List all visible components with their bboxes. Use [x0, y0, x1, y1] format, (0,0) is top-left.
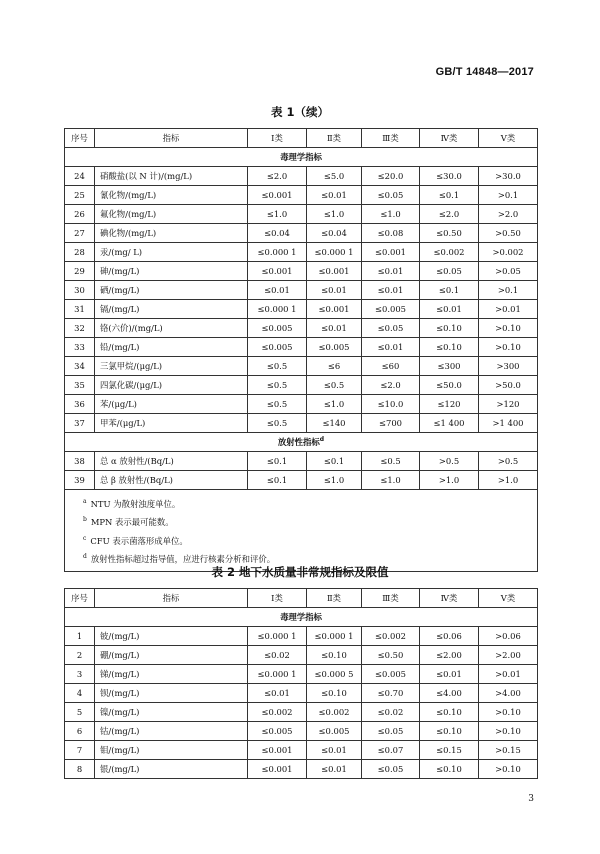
- limit-value: ≤0.04: [307, 224, 362, 243]
- limit-value: ≤120: [420, 395, 479, 414]
- table1-header-row: [65, 129, 538, 148]
- limit-value: ≤20.0: [362, 167, 420, 186]
- limit-value: >30.0: [479, 167, 538, 186]
- limit-value: ≤0.005: [362, 300, 420, 319]
- footnote-mark: c: [83, 534, 87, 542]
- indicator-name: 四氯化碳/(μg/L): [95, 376, 248, 395]
- row-number: 39: [65, 471, 95, 490]
- column-header: Ⅴ类: [479, 129, 538, 148]
- limit-value: >0.06: [479, 627, 538, 646]
- limit-value: >0.1: [479, 186, 538, 205]
- limit-value: ≤0.05: [362, 319, 420, 338]
- limit-value: ≤0.5: [248, 376, 307, 395]
- limit-value: >0.5: [420, 452, 479, 471]
- limit-value: ≤0.001: [307, 262, 362, 281]
- limit-value: ≤0.01: [307, 186, 362, 205]
- indicator-name: 镉/(mg/L): [95, 300, 248, 319]
- table-row: [65, 703, 538, 722]
- indicator-name: 钴/(mg/L): [95, 722, 248, 741]
- limit-value: ≤0.000 1: [307, 243, 362, 262]
- row-number: 33: [65, 338, 95, 357]
- row-number: 25: [65, 186, 95, 205]
- limit-value: ≤0.05: [362, 186, 420, 205]
- limit-value: >2.0: [479, 205, 538, 224]
- table-row: [65, 167, 538, 186]
- limit-value: ≤0.000 5: [307, 665, 362, 684]
- row-number: 30: [65, 281, 95, 300]
- limit-value: ≤2.00: [420, 646, 479, 665]
- footnote: [83, 512, 527, 530]
- row-number: 4: [65, 684, 95, 703]
- table-row: [65, 357, 538, 376]
- indicator-name: 银/(mg/L): [95, 760, 248, 779]
- row-number: 6: [65, 722, 95, 741]
- table-row: [65, 414, 538, 433]
- limit-value: ≤50.0: [420, 376, 479, 395]
- limit-value: >120: [479, 395, 538, 414]
- column-header: Ⅴ类: [479, 589, 538, 608]
- limit-value: >50.0: [479, 376, 538, 395]
- column-header: Ⅱ类: [307, 129, 362, 148]
- limit-value: >0.10: [479, 760, 538, 779]
- table-row: [65, 376, 538, 395]
- limit-value: ≤0.000 1: [307, 627, 362, 646]
- limit-value: ≤0.05: [362, 722, 420, 741]
- limit-value: ≤0.01: [307, 741, 362, 760]
- limit-value: ≤0.005: [307, 722, 362, 741]
- footnote-text: NTU 为散射浊度单位。: [90, 498, 181, 509]
- column-header: Ⅳ类: [420, 589, 479, 608]
- row-number: 29: [65, 262, 95, 281]
- row-number: 37: [65, 414, 95, 433]
- table-row: [65, 224, 538, 243]
- indicator-name: 硝酸盐(以 N 计)/(mg/L): [95, 167, 248, 186]
- column-header: Ⅲ类: [362, 589, 420, 608]
- limit-value: ≤1.0: [362, 205, 420, 224]
- indicator-name: 硼/(mg/L): [95, 646, 248, 665]
- limit-value: >0.05: [479, 262, 538, 281]
- limit-value: ≤2.0: [248, 167, 307, 186]
- limit-value: ≤0.002: [248, 703, 307, 722]
- row-number: 2: [65, 646, 95, 665]
- limit-value: >1 400: [479, 414, 538, 433]
- limit-value: ≤0.000 1: [248, 243, 307, 262]
- limit-value: >0.10: [479, 703, 538, 722]
- table-row: [65, 741, 538, 760]
- limit-value: ≤0.10: [420, 703, 479, 722]
- limit-value: ≤0.000 1: [248, 665, 307, 684]
- table-row: [65, 338, 538, 357]
- column-header: Ⅲ类: [362, 129, 420, 148]
- limit-value: ≤0.1: [420, 281, 479, 300]
- table1-caption: 表 1（续）: [270, 105, 329, 119]
- limit-value: ≤0.002: [307, 703, 362, 722]
- indicator-name: 氟化物/(mg/L): [95, 205, 248, 224]
- limit-value: ≤0.05: [362, 760, 420, 779]
- limit-value: ≤0.01: [362, 281, 420, 300]
- indicator-name: 总 β 放射性/(Bq/L): [95, 471, 248, 490]
- limit-value: ≤0.06: [420, 627, 479, 646]
- row-number: 34: [65, 357, 95, 376]
- limit-value: ≤0.001: [248, 262, 307, 281]
- limit-value: ≤0.01: [362, 262, 420, 281]
- column-header: 序号: [65, 589, 95, 608]
- limit-value: ≤700: [362, 414, 420, 433]
- table2: [64, 588, 538, 779]
- limit-value: ≤0.10: [307, 646, 362, 665]
- section-title: [65, 608, 538, 627]
- indicator-name: 总 α 放射性/(Bq/L): [95, 452, 248, 471]
- limit-value: ≤0.001: [248, 741, 307, 760]
- limit-value: ≤0.005: [362, 665, 420, 684]
- limit-value: >4.00: [479, 684, 538, 703]
- indicator-name: 碘化物/(mg/L): [95, 224, 248, 243]
- indicator-name: 铬(六价)/(mg/L): [95, 319, 248, 338]
- limit-value: ≤0.002: [362, 627, 420, 646]
- limit-value: ≤140: [307, 414, 362, 433]
- standard-code: GB/T 14848—2017: [435, 66, 534, 78]
- limit-value: ≤0.01: [420, 300, 479, 319]
- limit-value: ≤0.50: [362, 646, 420, 665]
- limit-value: ≤0.001: [362, 243, 420, 262]
- indicator-name: 砷/(mg/L): [95, 262, 248, 281]
- limit-value: ≤1.0: [362, 471, 420, 490]
- limit-value: ≤0.002: [420, 243, 479, 262]
- limit-value: >0.15: [479, 741, 538, 760]
- row-number: 32: [65, 319, 95, 338]
- limit-value: >2.00: [479, 646, 538, 665]
- limit-value: ≤0.10: [420, 722, 479, 741]
- limit-value: ≤0.01: [420, 665, 479, 684]
- footnote-mark: b: [83, 516, 87, 524]
- row-number: 1: [65, 627, 95, 646]
- limit-value: >0.10: [479, 319, 538, 338]
- limit-value: ≤6: [307, 357, 362, 376]
- limit-value: ≤0.5: [248, 395, 307, 414]
- limit-value: ≤0.70: [362, 684, 420, 703]
- page-number: 3: [528, 794, 534, 804]
- indicator-name: 三氯甲烷/(μg/L): [95, 357, 248, 376]
- table-row: [65, 281, 538, 300]
- limit-value: ≤0.08: [362, 224, 420, 243]
- row-number: 38: [65, 452, 95, 471]
- limit-value: ≤0.02: [248, 646, 307, 665]
- limit-value: ≤1 400: [420, 414, 479, 433]
- table-row: [65, 395, 538, 414]
- limit-value: ≤0.5: [248, 414, 307, 433]
- indicator-name: 铅/(mg/L): [95, 338, 248, 357]
- footnote-mark: d: [319, 436, 325, 444]
- row-number: 35: [65, 376, 95, 395]
- limit-value: ≤0.005: [248, 319, 307, 338]
- limit-value: ≤0.01: [307, 760, 362, 779]
- indicator-name: 镍/(mg/L): [95, 703, 248, 722]
- footnote-text: MPN 表示最可能数。: [90, 517, 174, 528]
- limit-value: >0.01: [479, 665, 538, 684]
- indicator-name: 硒/(mg/L): [95, 281, 248, 300]
- limit-value: ≤60: [362, 357, 420, 376]
- column-header: 指标: [95, 589, 248, 608]
- column-header: 指标: [95, 129, 248, 148]
- indicator-name: 汞/(mg/ L): [95, 243, 248, 262]
- limit-value: ≤4.00: [420, 684, 479, 703]
- indicator-name: 铍/(mg/L): [95, 627, 248, 646]
- section-label: 毒理学指标: [280, 152, 322, 162]
- limit-value: ≤300: [420, 357, 479, 376]
- limit-value: ≤0.01: [307, 281, 362, 300]
- limit-value: ≤0.5: [307, 376, 362, 395]
- table-row: [65, 452, 538, 471]
- table2-header-row: [65, 589, 538, 608]
- column-header: Ⅰ类: [248, 129, 307, 148]
- section-row: [65, 148, 538, 167]
- table-row: [65, 722, 538, 741]
- limit-value: ≤0.15: [420, 741, 479, 760]
- limit-value: ≤0.1: [248, 452, 307, 471]
- limit-value: ≤0.10: [420, 319, 479, 338]
- row-number: 24: [65, 167, 95, 186]
- table-row: [65, 471, 538, 490]
- notes-row: [65, 490, 538, 572]
- limit-value: >0.10: [479, 338, 538, 357]
- limit-value: ≤0.1: [307, 452, 362, 471]
- section-label: 放射性指标: [277, 437, 320, 447]
- table-row: [65, 262, 538, 281]
- limit-value: ≤0.005: [248, 722, 307, 741]
- limit-value: ≤0.005: [248, 338, 307, 357]
- section-label: 毒理学指标: [280, 612, 322, 622]
- table1: [64, 128, 538, 572]
- limit-value: ≤0.001: [248, 186, 307, 205]
- limit-value: >1.0: [479, 471, 538, 490]
- indicator-name: 苯/(μg/L): [95, 395, 248, 414]
- limit-value: >0.01: [479, 300, 538, 319]
- limit-value: ≤0.10: [420, 338, 479, 357]
- section-title: [65, 148, 538, 167]
- limit-value: ≤0.001: [307, 300, 362, 319]
- limit-value: >0.50: [479, 224, 538, 243]
- limit-value: ≤0.000 1: [248, 627, 307, 646]
- table-notes: [65, 490, 538, 572]
- indicator-name: 钡/(mg/L): [95, 684, 248, 703]
- table-row: [65, 665, 538, 684]
- limit-value: ≤0.07: [362, 741, 420, 760]
- limit-value: >0.5: [479, 452, 538, 471]
- column-header: Ⅰ类: [248, 589, 307, 608]
- indicator-name: 甲苯/(μg/L): [95, 414, 248, 433]
- indicator-name: 锑/(mg/L): [95, 665, 248, 684]
- limit-value: ≤0.01: [362, 338, 420, 357]
- limit-value: ≤0.05: [420, 262, 479, 281]
- limit-value: >1.0: [420, 471, 479, 490]
- table-row: [65, 243, 538, 262]
- row-number: 5: [65, 703, 95, 722]
- limit-value: ≤1.0: [307, 471, 362, 490]
- limit-value: ≤0.5: [248, 357, 307, 376]
- limit-value: >0.002: [479, 243, 538, 262]
- limit-value: ≤1.0: [248, 205, 307, 224]
- limit-value: ≤0.5: [362, 452, 420, 471]
- row-number: 3: [65, 665, 95, 684]
- table-row: [65, 186, 538, 205]
- limit-value: ≤0.01: [307, 319, 362, 338]
- section-row: [65, 608, 538, 627]
- row-number: 7: [65, 741, 95, 760]
- limit-value: ≤0.005: [307, 338, 362, 357]
- footnote-mark: a: [83, 498, 87, 505]
- limit-value: ≤0.01: [248, 281, 307, 300]
- limit-value: >300: [479, 357, 538, 376]
- table-row: [65, 319, 538, 338]
- table-row: [65, 205, 538, 224]
- limit-value: ≤0.1: [248, 471, 307, 490]
- row-number: 28: [65, 243, 95, 262]
- limit-value: ≤0.50: [420, 224, 479, 243]
- column-header: 序号: [65, 129, 95, 148]
- table-row: [65, 627, 538, 646]
- limit-value: ≤0.000 1: [248, 300, 307, 319]
- row-number: 27: [65, 224, 95, 243]
- table-row: [65, 760, 538, 779]
- limit-value: ≤2.0: [362, 376, 420, 395]
- limit-value: ≤0.10: [307, 684, 362, 703]
- limit-value: >0.1: [479, 281, 538, 300]
- limit-value: ≤10.0: [362, 395, 420, 414]
- section-row: [65, 433, 538, 452]
- table-row: [65, 300, 538, 319]
- table-row: [65, 684, 538, 703]
- limit-value: >0.10: [479, 722, 538, 741]
- limit-value: ≤5.0: [307, 167, 362, 186]
- table2-caption: 表 2 地下水质量非常规指标及限值: [211, 565, 389, 579]
- limit-value: ≤1.0: [307, 205, 362, 224]
- column-header: Ⅳ类: [420, 129, 479, 148]
- row-number: 36: [65, 395, 95, 414]
- limit-value: ≤0.001: [248, 760, 307, 779]
- section-title: [65, 433, 538, 452]
- limit-value: ≤0.04: [248, 224, 307, 243]
- limit-value: ≤0.01: [248, 684, 307, 703]
- limit-value: ≤1.0: [307, 395, 362, 414]
- indicator-name: 钼/(mg/L): [95, 741, 248, 760]
- limit-value: ≤0.02: [362, 703, 420, 722]
- row-number: 26: [65, 205, 95, 224]
- footnote-text: CFU 表示菌落形成单位。: [90, 535, 188, 546]
- footnote: [83, 494, 527, 512]
- limit-value: ≤2.0: [420, 205, 479, 224]
- footnote-text: 放射性指标超过指导值，应进行核素分析和评价。: [90, 553, 276, 564]
- row-number: 8: [65, 760, 95, 779]
- limit-value: ≤0.10: [420, 760, 479, 779]
- footnote: [83, 531, 527, 549]
- limit-value: ≤30.0: [420, 167, 479, 186]
- row-number: 31: [65, 300, 95, 319]
- column-header: Ⅱ类: [307, 589, 362, 608]
- limit-value: ≤0.1: [420, 186, 479, 205]
- footnote-mark: d: [83, 552, 87, 560]
- indicator-name: 氰化物/(mg/L): [95, 186, 248, 205]
- table-row: [65, 646, 538, 665]
